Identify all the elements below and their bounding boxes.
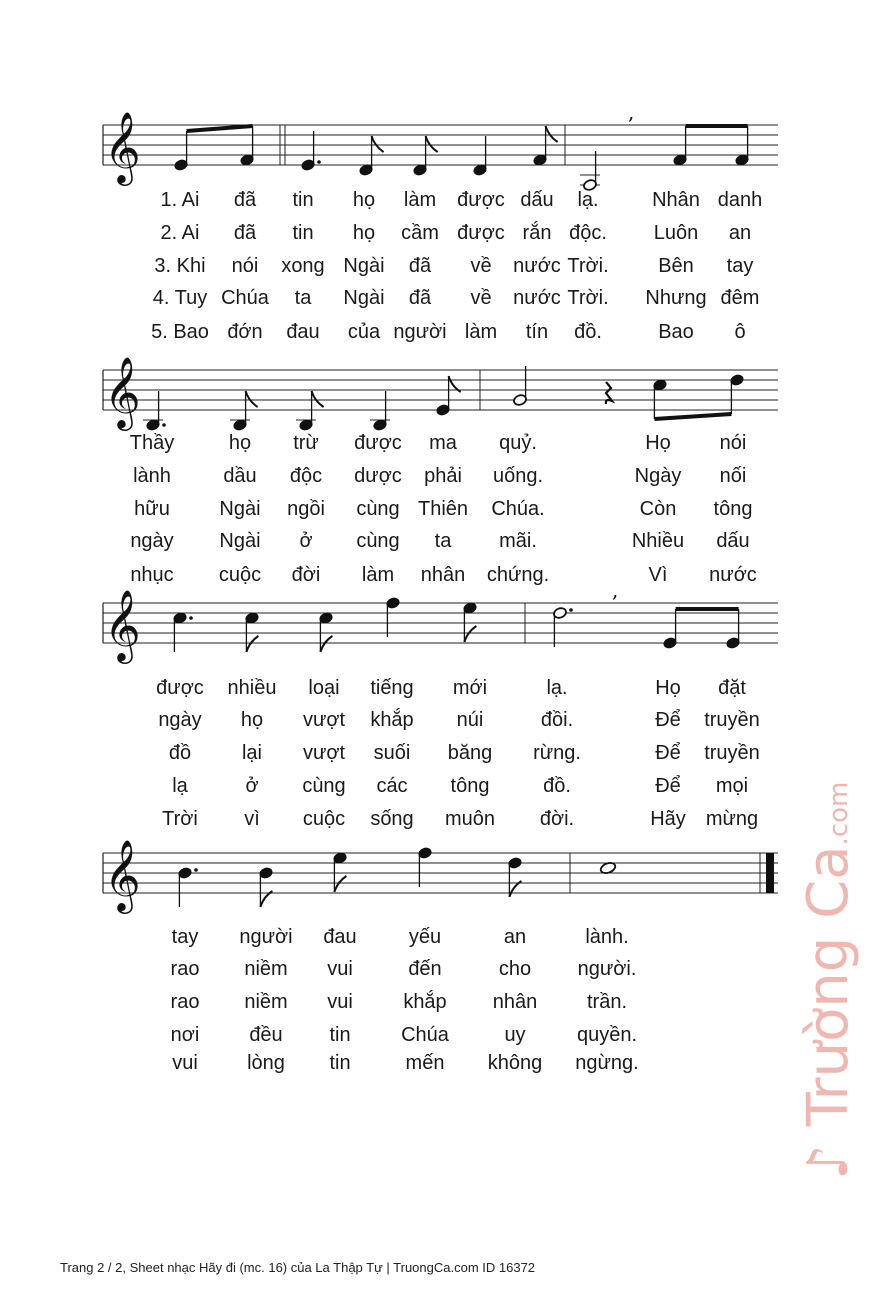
lyric-syllable: nơi [170,1024,200,1046]
lyric-syllable: ta [434,530,452,552]
lyric-syllable: ma [429,432,457,454]
lyric-syllable: băng [447,742,493,764]
note-flag [334,876,346,892]
lyric-syllable: ở [299,530,313,552]
lyric-syllable: của [347,321,381,343]
lyric-syllable: họ [352,222,376,244]
lyric-syllable: đớn [227,321,263,343]
lyric-syllable: nói [719,432,747,454]
lyric-syllable: đau [286,321,320,343]
final-barline-thick [766,853,774,893]
lyric-syllable: tông [713,498,753,520]
note-flag [426,136,438,152]
lyric-syllable: lạ. [546,677,568,699]
lyric-syllable: đồ. [543,775,571,797]
lyric-syllable: nước [513,255,561,277]
lyric-syllable: chứng. [486,564,550,586]
lyric-syllable: vui [327,958,353,980]
lyric-syllable: ngồi [287,498,325,520]
quarter-rest [606,382,612,404]
lyric-syllable: Ngài [219,530,261,552]
lyric-syllable: xong [281,255,325,277]
lyric-syllable: Thiên [417,498,469,520]
lyric-syllable: cuộc [302,808,346,830]
lyric-syllable: tin [329,1024,351,1046]
lyric-syllable: dấu [716,530,750,552]
lyric-syllable: các [376,775,408,797]
lyric-syllable: ở [245,775,259,797]
lyric-syllable: nhân [420,564,466,586]
lyric-syllable: ngày [158,709,202,731]
lyric-syllable: danh [717,189,763,211]
lyric-syllable: Ngày [634,465,682,487]
lyric-syllable: dấu [520,189,554,211]
lyric-syllable: quyền. [576,1024,638,1046]
lyric-syllable: người [239,926,293,948]
lyric-syllable: làm [361,564,395,586]
lyric-syllable: lạ [172,775,188,797]
lyric-syllable: Trời. [567,287,609,309]
lyric-syllable: ô [734,321,746,343]
lyric-syllable: vượt [302,742,346,764]
lyric-syllable: được [457,222,505,244]
lyric-syllable: cho [498,958,532,980]
lyric-syllable: Họ [655,677,681,699]
lyric-syllable: không [487,1052,543,1074]
staff-system-3 [0,578,875,688]
lyric-syllable: Để [655,742,681,764]
lyric-syllable: lành [133,465,171,487]
lyric-syllable: người. [577,958,637,980]
note-flag [312,391,324,407]
lyric-syllable: người [393,321,447,343]
lyric-syllable: 1. Ai [160,189,200,211]
lyric-syllable: cùng [356,530,400,552]
lyric-syllable: 5. Bao [151,321,209,343]
note-beam [187,126,253,131]
lyric-syllable: Nhân [652,189,700,211]
note-beam [654,414,731,419]
treble-clef-icon: 𝄞 [104,838,141,911]
lyric-syllable: quỷ. [499,432,537,454]
lyric-syllable: lành. [585,926,629,948]
lyric-syllable: Hãy [650,808,686,830]
lyric-syllable: độc. [569,222,607,244]
lyric-syllable: mừng [705,808,759,830]
lyric-syllable: Ngài [343,255,385,277]
lyric-syllable: được [156,677,204,699]
lyric-syllable: uy [504,1024,526,1046]
lyric-syllable: núi [456,709,484,731]
lyric-syllable: hữu [134,498,170,520]
lyric-syllable: họ [228,432,252,454]
lyric-syllable: làm [464,321,498,343]
lyric-syllable: sống [370,808,414,830]
lyric-syllable: rao [170,991,200,1013]
lyric-syllable: mến [405,1052,445,1074]
lyric-syllable: nhục [130,564,174,586]
staff-system-4 [0,828,875,938]
lyric-syllable: mới [452,677,488,699]
lyric-syllable: dược [354,465,402,487]
lyric-syllable: Chúa [401,1024,449,1046]
lyric-syllable: Nhiều [631,530,685,552]
lyric-syllable: đã [408,255,432,277]
lyric-syllable: trần. [586,991,628,1013]
lyric-syllable: an [728,222,752,244]
lyric-syllable: Chúa [221,287,269,309]
lyric-syllable: đều [249,1024,283,1046]
augmentation-dot [189,616,193,620]
lyric-syllable: tay [171,926,199,948]
lyric-syllable: tiếng [370,677,414,699]
lyric-syllable: cầm [401,222,439,244]
lyric-syllable: ta [294,287,312,309]
lyric-syllable: đặt [718,677,746,699]
lyric-syllable: nước [709,564,757,586]
lyric-syllable: đồi. [540,709,574,731]
lyric-syllable: Trời [162,808,198,830]
lyric-syllable: đã [233,189,257,211]
lyric-syllable: mọi [715,775,749,797]
lyric-syllable: nhiều [227,677,277,699]
lyric-syllable: Thầy [129,432,175,454]
lyric-syllable: vượt [302,709,346,731]
lyric-syllable: loại [308,677,340,699]
lyric-syllable: an [503,926,527,948]
lyric-syllable: lại [241,742,263,764]
note-flag [546,126,558,142]
lyric-syllable: vui [172,1052,198,1074]
lyric-syllable: nối [719,465,747,487]
lyric-syllable: đồ. [574,321,602,343]
lyric-syllable: Để [655,775,681,797]
lyric-syllable: niềm [244,991,288,1013]
lyric-syllable: về [470,287,492,309]
lyric-syllable: đời. [539,808,575,830]
lyric-syllable: tông [450,775,490,797]
lyric-syllable: Để [655,709,681,731]
lyric-syllable: Ngài [219,498,261,520]
lyric-syllable: Luôn [653,222,699,244]
lyric-syllable: truyền [704,742,760,764]
lyric-syllable: muôn [444,808,496,830]
lyric-syllable: được [354,432,402,454]
lyric-syllable: tin [292,222,314,244]
lyric-syllable: suối [373,742,411,764]
note-flag [320,636,332,652]
lyric-syllable: đã [233,222,257,244]
augmentation-dot [194,868,198,872]
lyric-syllable: Họ [645,432,671,454]
lyric-syllable: rắn [522,222,552,244]
note-flag [246,636,258,652]
lyric-syllable: tín [525,321,549,343]
lyric-syllable: đến [408,958,442,980]
lyric-syllable: nhân [492,991,538,1013]
lyric-syllable: ngày [130,530,174,552]
lyric-syllable: rừng. [533,742,581,764]
augmentation-dot [162,423,166,427]
lyric-syllable: phải [424,465,462,487]
lyric-syllable: ngừng. [575,1052,639,1074]
lyric-syllable: dầu [223,465,257,487]
lyric-syllable: truyền [704,709,760,731]
lyric-syllable: mãi. [499,530,537,552]
lyric-syllable: Ngài [343,287,385,309]
lyric-syllable: tin [329,1052,351,1074]
treble-clef-icon: 𝄞 [104,588,141,661]
lyric-syllable: họ [240,709,264,731]
lyric-syllable: rao [170,958,200,980]
lyric-syllable: Trời. [567,255,609,277]
lyric-syllable: Chúa. [491,498,545,520]
note-flag [372,136,384,152]
lyric-syllable: độc [289,465,323,487]
breath-mark: , [612,578,619,602]
lyric-syllable: niềm [244,958,288,980]
lyric-syllable: cùng [302,775,346,797]
note-flag [246,391,258,407]
lyric-syllable: lòng [247,1052,285,1074]
lyric-syllable: đã [408,287,432,309]
lyric-syllable: trừ [293,432,319,454]
lyric-syllable: được [457,189,505,211]
treble-clef-icon: 𝄞 [104,355,141,428]
lyric-syllable: Bao [658,321,694,343]
treble-clef-icon: 𝄞 [104,110,141,183]
note-flag [464,626,476,642]
lyric-syllable: đau [323,926,357,948]
lyric-syllable: nói [231,255,259,277]
lyric-syllable: cùng [356,498,400,520]
augmentation-dot [317,160,321,164]
lyric-syllable: yếu [408,926,442,948]
page-footer: Trang 2 / 2, Sheet nhạc Hãy đi (mc. 16) của La Thập Tự | TruongCa.com ID 16372 [60,1260,536,1275]
lyric-syllable: tay [726,255,754,277]
lyric-syllable: Vì [648,564,668,586]
lyric-syllable: tin [292,189,314,211]
lyric-syllable: khắp [370,709,414,731]
lyric-syllable: Nhưng [645,287,707,309]
truongca-watermark-logo: ♪ Trường Ca.com [796,781,861,1180]
lyric-syllable: làm [403,189,437,211]
lyric-syllable: vui [327,991,353,1013]
lyric-syllable: uống. [492,465,544,487]
lyric-syllable: đồ [168,742,192,764]
lyric-syllable: 4. Tuy [152,287,208,309]
breath-mark: , [628,100,635,124]
lyric-syllable: vì [244,808,260,830]
lyric-syllable: 2. Ai [160,222,200,244]
lyric-syllable: Còn [639,498,677,520]
lyric-syllable: khắp [403,991,447,1013]
augmentation-dot [569,608,573,612]
lyric-syllable: họ [352,189,376,211]
lyric-syllable: cuộc [218,564,262,586]
lyric-syllable: lạ. [577,189,599,211]
lyric-syllable: 3. Khi [154,255,206,277]
lyric-syllable: Bên [658,255,694,277]
lyric-syllable: nước [513,287,561,309]
lyric-syllable: đời [291,564,321,586]
lyric-syllable: về [470,255,492,277]
lyric-syllable: đêm [720,287,760,309]
